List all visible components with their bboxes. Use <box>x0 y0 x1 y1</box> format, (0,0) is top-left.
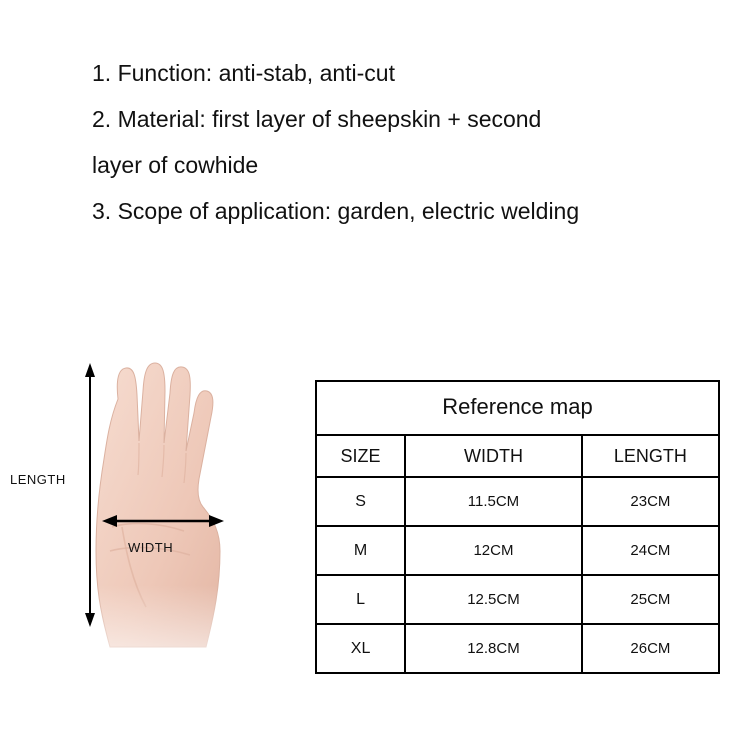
width-label: WIDTH <box>128 540 174 555</box>
cell-width: 12.5CM <box>405 575 582 624</box>
reference-table-wrapper <box>315 380 720 674</box>
table-row <box>316 575 719 624</box>
cell-size: M <box>316 526 405 575</box>
hand-illustration <box>0 355 310 675</box>
cell-length: 25CM <box>582 575 719 624</box>
table-row <box>316 526 719 575</box>
cell-length: 26CM <box>582 624 719 673</box>
cell-width: 11.5CM <box>405 477 582 526</box>
table-header-row <box>316 435 719 477</box>
feature-line-1: 1. Function: anti-stab, anti-cut <box>92 60 395 86</box>
cell-size: XL <box>316 624 405 673</box>
cell-width: 12.8CM <box>405 624 582 673</box>
cell-size: L <box>316 575 405 624</box>
table-row <box>316 477 719 526</box>
cell-length: 23CM <box>582 477 719 526</box>
cell-size: S <box>316 477 405 526</box>
table-row <box>316 624 719 673</box>
reference-table <box>315 380 720 674</box>
product-features <box>92 50 712 234</box>
cell-width: 12CM <box>405 526 582 575</box>
feature-line-3: layer of cowhide <box>92 152 259 178</box>
table-title: Reference map <box>316 381 719 435</box>
feature-line-2: 2. Material: first layer of sheepskin + second <box>92 106 542 132</box>
header-length: LENGTH <box>582 435 719 477</box>
cell-length: 24CM <box>582 526 719 575</box>
table-title-row <box>316 381 719 435</box>
length-label: LENGTH <box>10 472 66 487</box>
hand-measurement-diagram <box>0 355 310 675</box>
header-size: SIZE <box>316 435 405 477</box>
feature-line-4: 3. Scope of application: garden, electric welding <box>92 198 580 224</box>
header-width: WIDTH <box>405 435 582 477</box>
